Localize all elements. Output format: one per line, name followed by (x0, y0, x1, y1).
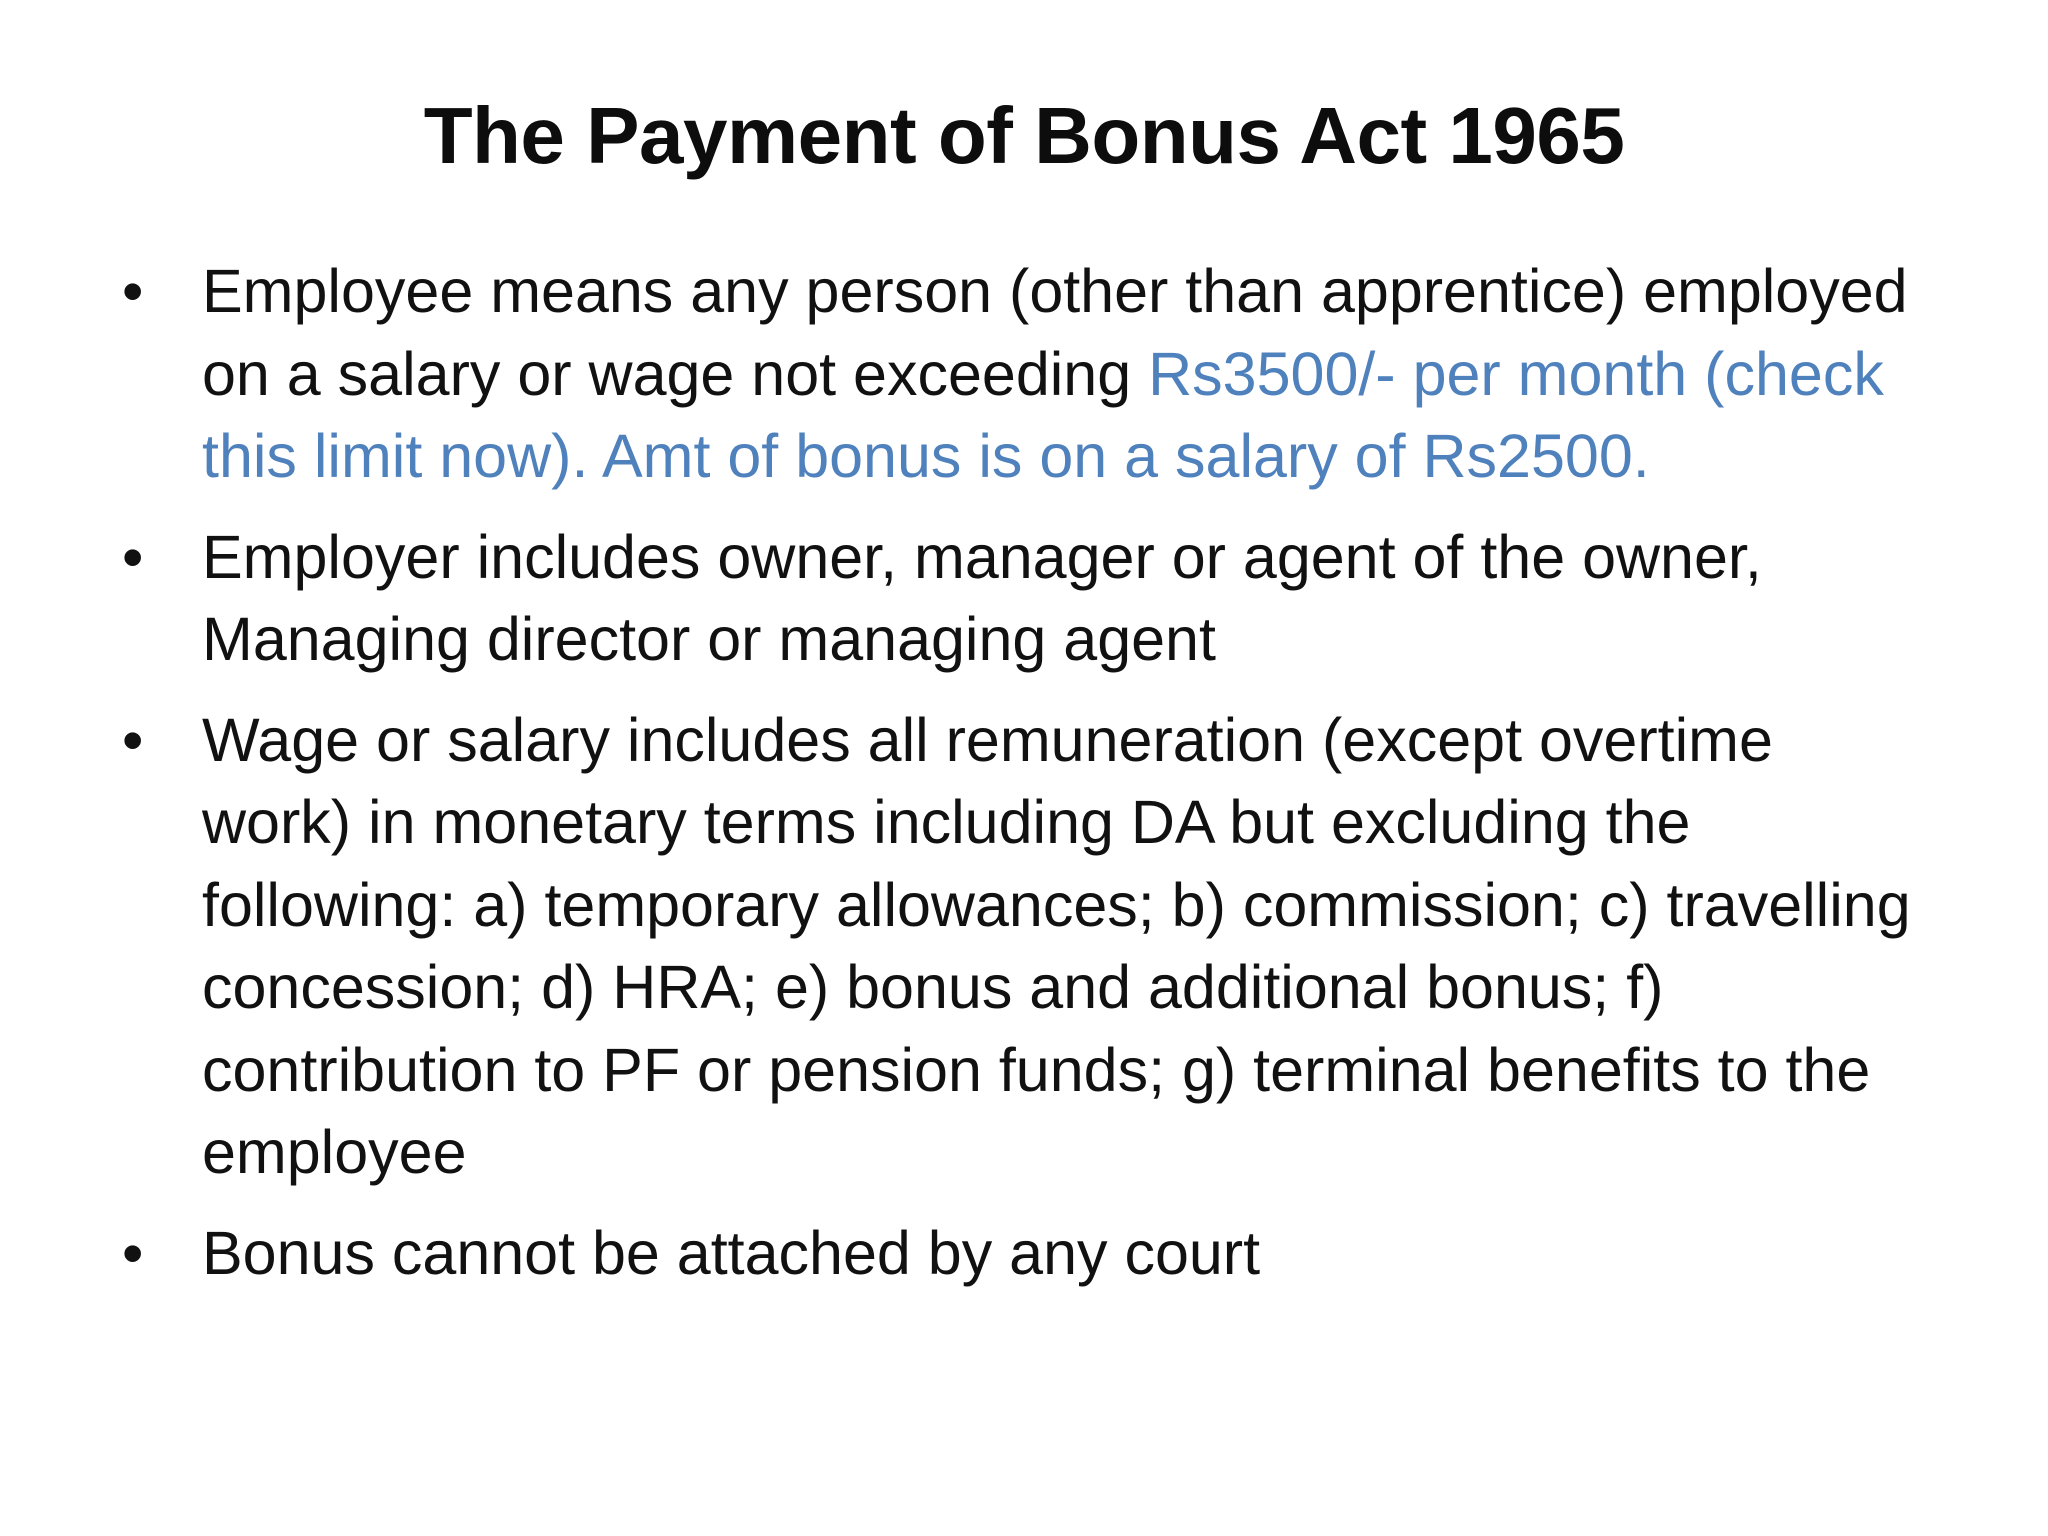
bullet-icon: • (122, 257, 144, 325)
bullet-icon: • (122, 522, 144, 591)
bullet-icon: • (122, 1218, 144, 1287)
bullet-text: Employer includes owner, manager or agent of the owner, Managing director or managing agent (202, 522, 1762, 673)
slide-title: The Payment of Bonus Act 1965 (423, 91, 1625, 180)
bullet-list (0, 250, 2048, 1312)
bullet-item-wage (0, 699, 1922, 1194)
bullet-item-bonus-court (0, 1212, 1922, 1295)
bullet-highlight-text: Rs3500/- per month (check this limit now). Amt of bonus is on a salary of Rs2500. (202, 339, 1884, 490)
bullet-item-employee (0, 250, 1922, 498)
bullet-icon: • (122, 705, 144, 774)
bullet-text: Employee means any person (other than apprentice) employed on a salary or wage not exceeding (202, 257, 1908, 408)
bullet-text: Bonus cannot be attached by any court (202, 1218, 1261, 1287)
bullet-text: Wage or salary includes all remuneration (except overtime work) in monetary terms including DA but excluding the following: a) temporary allowances; b) commission; c) travelling concession; d) HRA; e) bonus and additional bonus; f) contribution to PF or pension funds; g) terminal benefits to the employee (202, 705, 1911, 1186)
bullet-item-employer (0, 516, 1922, 681)
